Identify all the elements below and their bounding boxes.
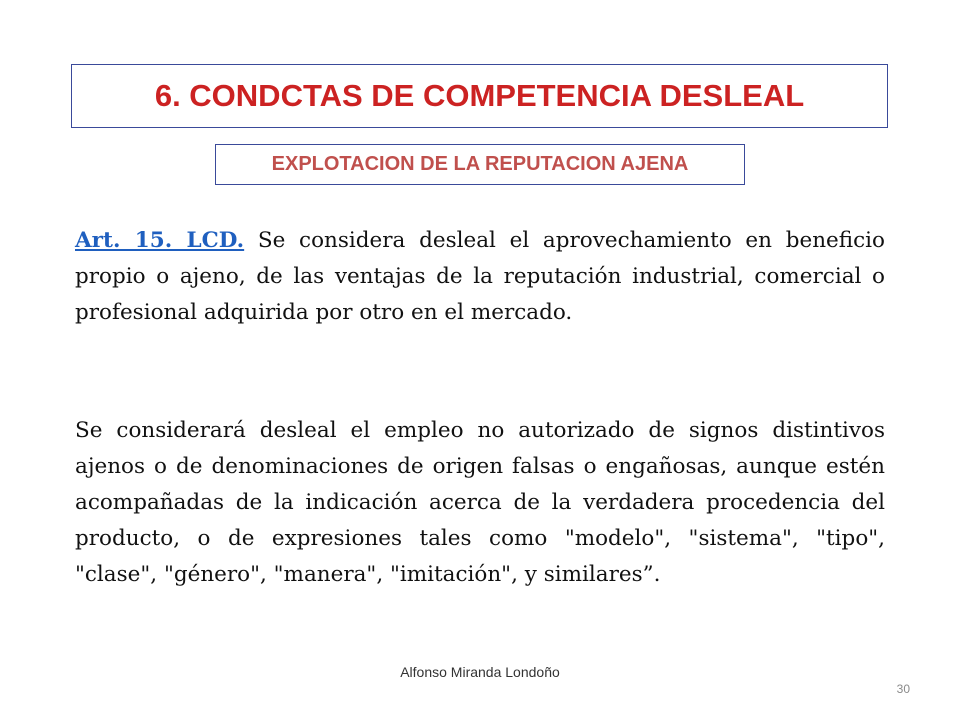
paragraph-article-15: [75, 223, 885, 331]
slide-subtitle: EXPLOTACION DE LA REPUTACION AJENA: [271, 153, 689, 175]
article-link[interactable]: Art. 15. LCD.: [75, 228, 245, 253]
title-box: [71, 64, 888, 128]
slide-title: 6. CONDCTAS DE COMPETENCIA DESLEAL: [154, 78, 805, 113]
page-number: 30: [896, 682, 910, 696]
paragraph-distinctive-signs: Se considerará desleal el empleo no autorizado de signos distintivos ajenos o de denominaciones de origen falsas o engañosas, aunque estén acompañadas de la indicación acerca de la verdadera procedencia del producto, o de expresiones tales como "modelo", "sistema", "tipo", "clase", "género", "manera", "imitación", y similares”.: [75, 418, 885, 587]
paragraph-article-15-text: Se considera desleal el aprovechamiento en beneficio propio o ajeno, de las ventajas de la reputación industrial, comercial o profesional adquirida por otro en el mercado.: [75, 228, 885, 325]
subtitle-box: [215, 144, 745, 185]
footer-author: Alfonso Miranda Londoño: [400, 664, 560, 680]
